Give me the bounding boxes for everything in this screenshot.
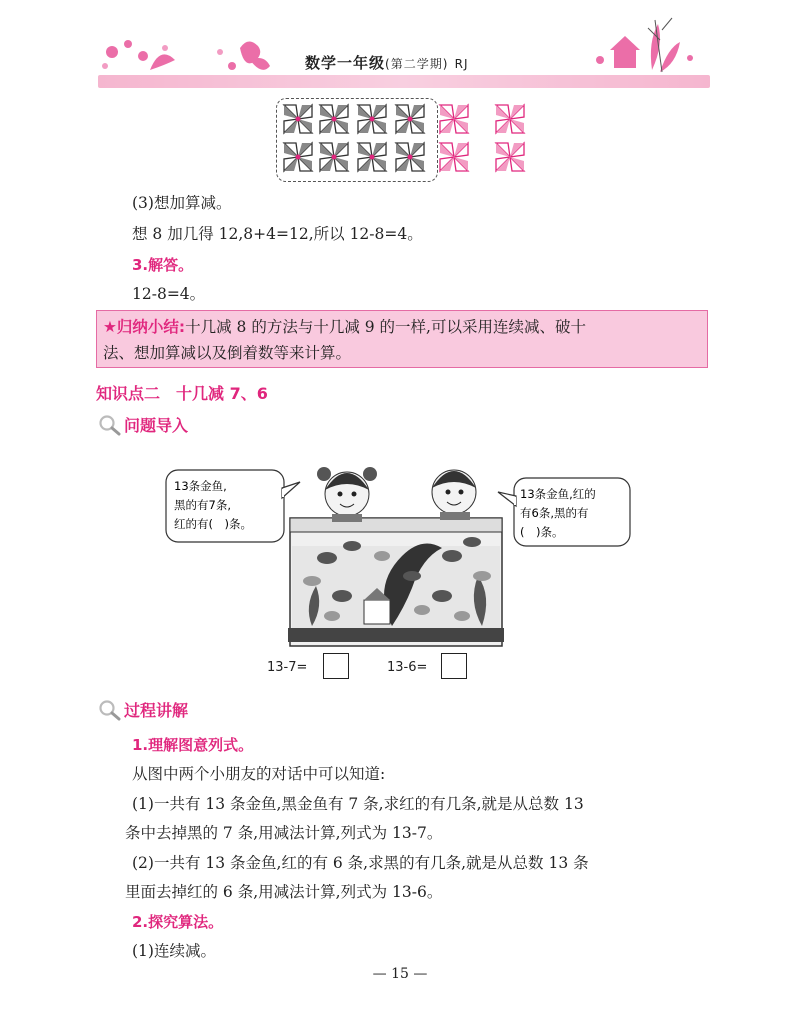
header-bar — [98, 75, 710, 88]
process-step1-heading: 1.理解图意列式。 — [132, 736, 254, 754]
fish-tank-illustration — [152, 446, 642, 686]
summary-line-1 — [103, 316, 586, 338]
edition-label: RJ — [454, 57, 469, 71]
summary-box — [96, 310, 708, 368]
process-step2-heading: 2.探究算法。 — [132, 913, 224, 931]
section-process-title: 过程讲解 — [124, 701, 189, 720]
magnifier-icon — [98, 414, 122, 436]
book-title: 数学一年级 — [305, 54, 386, 72]
summary-text-1: 十几减 8 的方法与十几减 9 的一样,可以采用连续减、破十 — [185, 318, 586, 336]
process-p1-line1: (1)一共有 13 条金鱼,黑金鱼有 7 条,求红的有几条,就是从总数 13 — [132, 795, 584, 813]
summary-lead: ★归纳小结: — [103, 318, 186, 336]
answer-box-1[interactable] — [323, 653, 349, 679]
bubble-left-line-3: 红的有( )条。 — [174, 517, 252, 531]
step3-heading: (3)想加算减。 — [132, 194, 232, 212]
process-p2-line1: (2)一共有 13 条金鱼,红的有 6 条,求黑的有几条,就是从总数 13 条 — [132, 854, 589, 872]
answer-box-2[interactable] — [441, 653, 467, 679]
process-p2-line2: 里面去掉红的 6 条,用减法计算,列式为 13-6。 — [125, 883, 443, 901]
summary-text-2: 法、想加算减以及倒着数等来计算。 — [103, 344, 352, 362]
bubble-right-line-3: ( )条。 — [520, 525, 564, 539]
section-intro-title: 问题导入 — [124, 416, 189, 435]
page-number: — 15 — — [372, 966, 428, 982]
answer-heading: 3.解答。 — [132, 256, 194, 274]
bubble-left-line-1: 13条金鱼, — [174, 479, 227, 493]
process-step2-sub: (1)连续减。 — [132, 942, 216, 960]
pinwheel-illustration — [276, 97, 536, 187]
equation-1: 13-7= — [267, 660, 308, 675]
step3-text: 想 8 加几得 12,8+4=12,所以 12-8=4。 — [132, 225, 423, 243]
magnifier-icon — [98, 699, 122, 721]
answer-text: 12-8=4。 — [132, 285, 206, 303]
bubble-left-line-2: 黑的有7条, — [174, 498, 231, 512]
process-p1-line2: 条中去掉黑的 7 条,用减法计算,列式为 13-7。 — [125, 824, 443, 842]
fish-tank-figure — [152, 446, 642, 686]
header-title — [305, 52, 469, 73]
book-subtitle: (第二学期) — [385, 57, 449, 71]
equation-2: 13-6= — [387, 660, 428, 675]
bubble-right-line-2: 有6条,黑的有 — [520, 506, 589, 520]
page-header — [0, 0, 800, 100]
process-intro: 从图中两个小朋友的对话中可以知道: — [132, 765, 386, 783]
bubble-right-line-1: 13条金鱼,红的 — [520, 487, 596, 501]
knowledge-point-title: 知识点二 十几减 7、6 — [96, 384, 268, 403]
